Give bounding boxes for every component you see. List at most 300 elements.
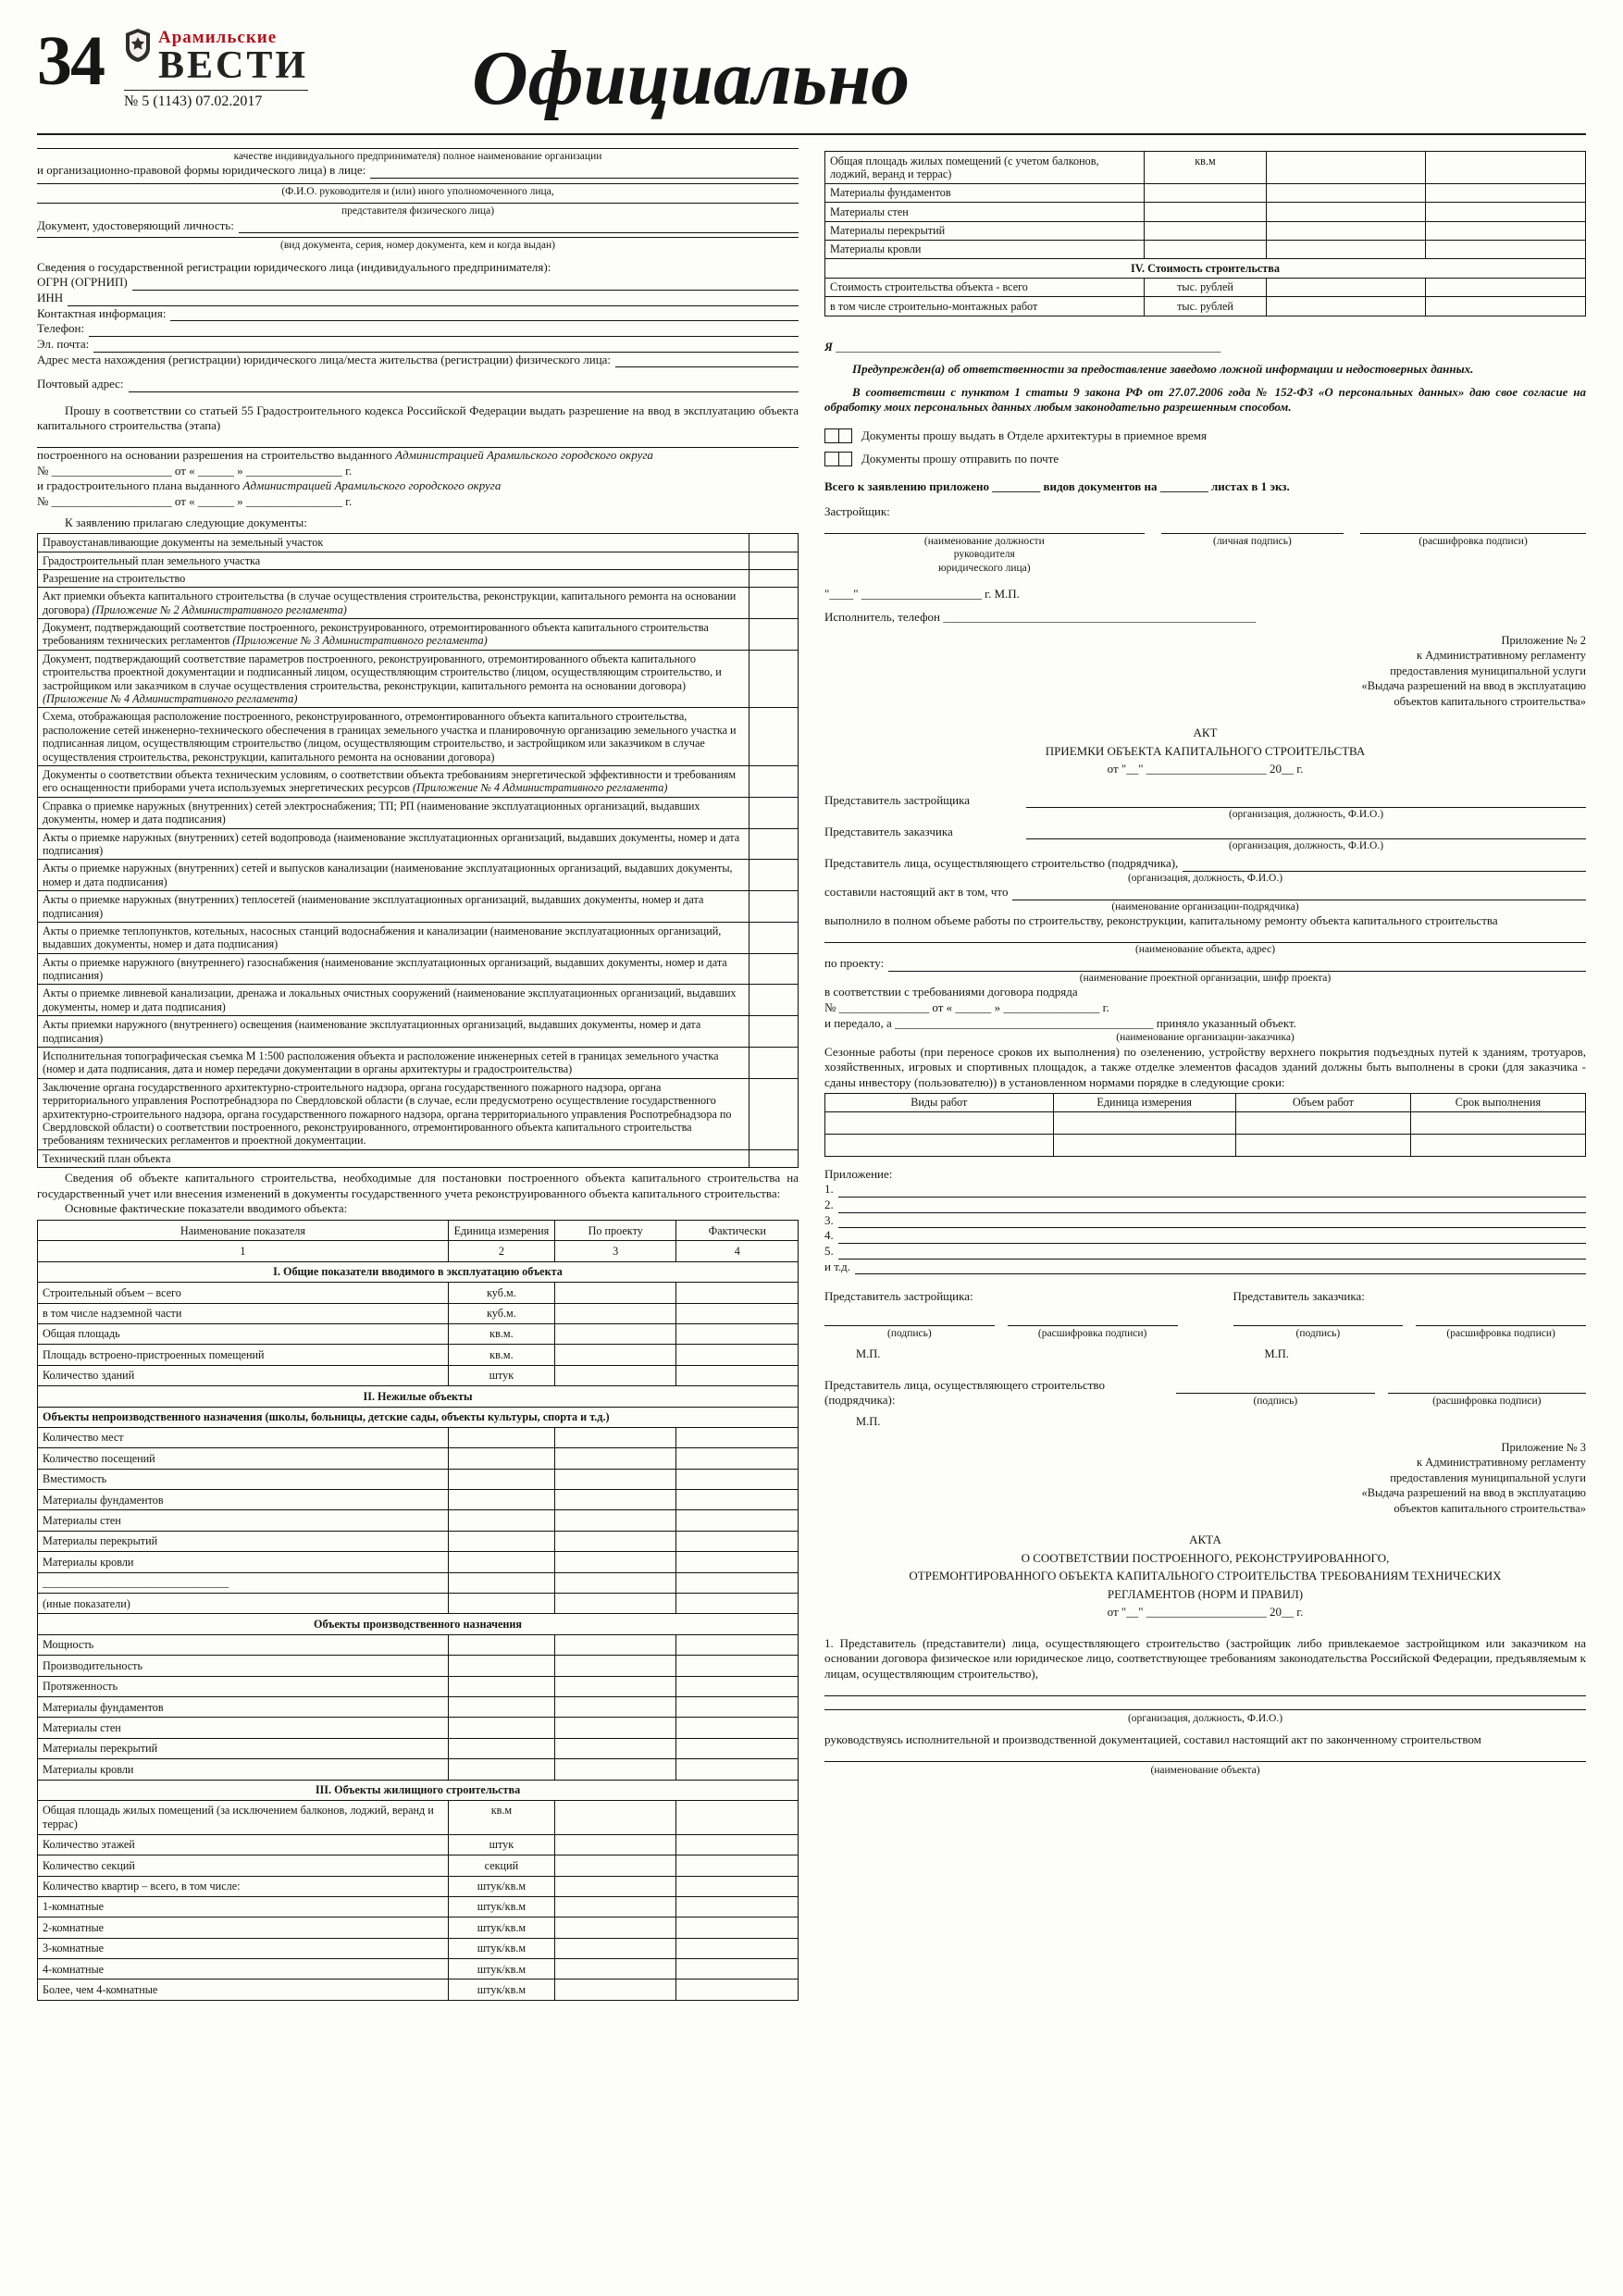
unit-cell: тыс. рублей (1145, 278, 1267, 296)
act-title (824, 724, 1586, 778)
value-cell (1426, 221, 1586, 240)
empty-cell (1053, 1134, 1235, 1156)
field-blank-line (89, 323, 799, 337)
field-label: 1. (824, 1182, 834, 1197)
form-field (824, 1228, 1586, 1244)
regulation-reference: (Приложение № 2 Административного регламента) (92, 602, 347, 616)
field-blank-line (170, 307, 799, 321)
value-cell (554, 1738, 676, 1758)
field-blank-line (888, 958, 1586, 972)
section-header-cell: I. Общие показатели вводимого в эксплуатацию объекта (38, 1261, 799, 1282)
unit-cell (448, 1697, 554, 1718)
text-span: и градостроительного плана выданного (37, 478, 243, 493)
value-cell (554, 1572, 676, 1593)
unit-cell (448, 1427, 554, 1447)
table-row (38, 1078, 799, 1149)
empty-cell (1410, 1134, 1585, 1156)
caption-line: (организация, должность, Ф.И.О.) (1127, 872, 1283, 884)
value-cell (1426, 297, 1586, 316)
form-field (37, 275, 799, 291)
caption-column: (расшифровка подписи) (1360, 533, 1586, 577)
value-cell (676, 1490, 799, 1510)
document-name-cell: Правоустанавливающие документы на земельный участок (38, 534, 750, 552)
checkbox (824, 452, 852, 466)
field-label: Эл. почта: (37, 336, 90, 351)
field-blank-line (239, 219, 799, 233)
table-row (38, 534, 799, 552)
caption-line: качестве индивидуального предпринимателя) полное наименование организации (37, 148, 799, 163)
table-row (38, 1572, 799, 1593)
value-cell (554, 1980, 676, 2000)
value-cell (554, 1876, 676, 1896)
value-cell (676, 1345, 799, 1365)
text-span: ________________________________________________________________ (836, 339, 1221, 354)
table-row (38, 1386, 799, 1407)
document-name-cell: Документ, подтверждающий соответствие построенного, реконструированного, отремонтированного объекта капитального строительства требованиям технических регламентов (Приложение № 3 Административного регламента) (38, 619, 750, 651)
field-label: Контактная информация: (37, 305, 167, 320)
text-line (37, 478, 799, 494)
value-cell (676, 1594, 799, 1614)
caption-column: (личная подпись) (1161, 533, 1344, 577)
unit-cell: штук/кв.м (448, 1938, 554, 1958)
value-cell (554, 1917, 676, 1938)
indicator-name-cell: Более, чем 4-комнатные (38, 1980, 449, 2000)
caption-row (824, 1325, 1178, 1341)
mark-cell (749, 860, 798, 891)
checkbox-label: Документы прошу отправить по почте (861, 451, 1059, 465)
mark-cell (749, 1078, 798, 1149)
checkbox (824, 428, 852, 443)
appendix-line: «Выдача разрешений на ввод в эксплуатацию (1361, 679, 1586, 693)
signature-line (1026, 795, 1586, 808)
form-field (37, 306, 799, 322)
text-line: Прошу в соответствии со статьей 55 Градостроительного кодекса Российской Федерации выдать разрешение на ввод в эксплуатацию объекта капитального строительства (этапа) (37, 403, 799, 433)
form-field (37, 377, 799, 392)
text-line: Приложение: (824, 1166, 893, 1181)
text-line: Сезонные работы (при переносе сроков их выполнения) по озеленению, устройству верхнего покрытия подъездных путей к зданиям, тротуаров, хозяйственных, игровых и спортивных площадок, а также отделке элементов фасадов зданий должны быть выполнены в сроки (для заказчика - сданы инвестору (пользователю)) в установленном нормами порядке в следующие сроки: (824, 1044, 1586, 1089)
value-cell (676, 1448, 799, 1469)
text-line: № ____________________ от « ______ » ________________ г. (37, 463, 353, 478)
value-cell (554, 1448, 676, 1469)
table-row (38, 569, 799, 587)
unit-cell: кв.м. (448, 1345, 554, 1365)
spacer (824, 319, 1586, 340)
table-row (38, 1718, 799, 1738)
spacer (37, 367, 799, 377)
spacer (824, 778, 1586, 793)
section-header-cell: IV. Стоимость строительства (825, 259, 1586, 278)
act-title-line: АКТ (1193, 726, 1218, 740)
indicator-name-cell: _________________________________ (38, 1572, 449, 1593)
unit-cell (448, 1510, 554, 1531)
value-cell (676, 1938, 799, 1958)
signature-pair (824, 1289, 1586, 1360)
header-cell: 2 (448, 1241, 554, 1261)
text-line (37, 448, 799, 464)
unit-cell: секций (448, 1855, 554, 1876)
unit-cell (448, 1469, 554, 1489)
value-cell (676, 1876, 799, 1896)
appendix-line: предоставления муниципальной услуги (1390, 1471, 1586, 1484)
value-cell (554, 1427, 676, 1447)
caption-line: (организация, должность, Ф.И.О.) (1228, 839, 1384, 851)
header-cell: Объем работ (1235, 1094, 1410, 1111)
table-row (825, 203, 1586, 221)
stamp-label: М.П. (856, 1414, 881, 1428)
indicator-name-cell: (иные показатели) (38, 1594, 449, 1614)
table-row (38, 922, 799, 953)
signer-title: Представитель лица, осуществляющего строительство (подрядчика): (824, 1377, 1105, 1408)
indicator-name-cell: Общая площадь (38, 1323, 449, 1344)
act-title (824, 1531, 1586, 1621)
mark-cell (749, 708, 798, 766)
value-cell (554, 1676, 676, 1696)
table-row (38, 1800, 799, 1834)
blank-line (824, 929, 1586, 943)
table-row (38, 1469, 799, 1489)
field-blank-line (615, 354, 799, 367)
section-header-cell: Объекты производственного назначения (38, 1614, 799, 1634)
docs-table (37, 533, 799, 1168)
signature-row (824, 1378, 1586, 1409)
table-row (38, 797, 799, 828)
table-row (38, 1283, 799, 1303)
text-line: 1. Представитель (представители) лица, осуществляющего строительство (застройщик либо привлекаемое застройщиком или заказчиком на основании договора физическое или юридическое лицо, соответствующее требованиям законодательства Российской Федерации, предъявляемым к лицам, осуществляющим строительство), (824, 1635, 1586, 1682)
indicator-name-cell: Материалы стен (38, 1718, 449, 1738)
field-label: Телефон: (37, 321, 85, 336)
mark-cell (749, 797, 798, 828)
text-line: Предупрежден(а) об ответственности за предоставление заведомо ложной информации и недостоверных данных. (852, 362, 1474, 377)
table-row (38, 891, 799, 923)
document-name-cell: Акты приемки наружного (внутреннего) освещения (наименование эксплуатационных организаций, выдавших документы, номер и дата подписания) (38, 1016, 750, 1048)
issue-info: № 5 (1143) 07.02.2017 (124, 90, 308, 110)
document-name-cell: Акты о приемке наружных (внутренних) теплосетей (наименование эксплуатационных организаций, выдавших документы, номер и дата подписания) (38, 891, 750, 923)
empty-cell (1053, 1111, 1235, 1134)
field-blank-line (93, 339, 799, 353)
value-cell (676, 1427, 799, 1447)
empty-cell (825, 1134, 1054, 1156)
mark-cell (749, 552, 798, 569)
text-line: В соответствии с пунктом 1 статьи 9 закона РФ от 27.07.2006 года № 152-ФЗ «О персональных данных» даю свое согласие на обработку моих персональных данных любым законодательно разрешенным способом. (824, 384, 1586, 415)
table-row (38, 1634, 799, 1655)
text-span: построенного на основании разрешения на строительство выданного (37, 448, 396, 462)
document-name-cell: Градостроительный план земельного участка (38, 552, 750, 569)
table-row (825, 278, 1586, 296)
form-field (37, 163, 799, 179)
field-blank-line (838, 1214, 1586, 1228)
unit-cell: штук/кв.м (448, 1959, 554, 1980)
appendix-heading (824, 633, 1586, 710)
document-name-cell: Акты о приемке наружных (внутренних) сетей и выпусков канализации (наименование эксплуатационных организаций, выдавших документы, номер и дата подписания) (38, 860, 750, 891)
caption-line: (подпись) (1176, 1393, 1374, 1409)
value-cell (554, 1345, 676, 1365)
table-row (38, 1149, 799, 1167)
document-name-cell: Схема, отображающая расположение построенного, реконструированного, отремонтированного объекта капитального строительства, расположение сетей инженерно-технического обеспечения в границах земельного участка и планировочную организацию земельного участка и подписанная лицом, осуществляющим строительство (лицом, осуществляющим строительство, и застройщиком или заказчиком в случае осуществления строительства, реконструкции, капитального ремонта на основании договора) (38, 708, 750, 766)
value-cell (676, 1469, 799, 1489)
table-row (38, 860, 799, 891)
empty-cell (825, 1111, 1054, 1134)
unit-cell (448, 1656, 554, 1676)
indicator-name-cell: Количество квартир – всего, в том числе: (38, 1876, 449, 1896)
indicators-table (37, 1220, 799, 2001)
value-cell (554, 1834, 676, 1855)
signature-block (824, 1289, 1178, 1360)
text-span: Я (824, 339, 836, 354)
field-blank-line (129, 379, 799, 392)
checkbox-option (824, 428, 1586, 444)
indicator-name-cell: Количество мест (38, 1427, 449, 1447)
unit-cell: штук/кв.м (448, 1896, 554, 1917)
document-name-cell: Документы о соответствии объекта техническим условиям, о соответствии объекта требованиям энергетической эффективности и требованиям его оснащенности приборами учета используемых энергетических ресурсов (Приложение № 4 Административного регламента) (38, 765, 750, 797)
document-name-cell: Технический план объекта (38, 1149, 750, 1167)
value-cell (554, 1896, 676, 1917)
table-row (825, 297, 1586, 316)
indicator-name-cell: 2-комнатные (38, 1917, 449, 1938)
caption-line: (наименование должности (923, 535, 1045, 547)
value-cell (1266, 278, 1426, 296)
spacer (824, 1621, 1586, 1636)
unit-cell (448, 1490, 554, 1510)
table-row (38, 1656, 799, 1676)
spacer (824, 1516, 1586, 1531)
signature-block (1233, 1289, 1587, 1360)
table-row (38, 985, 799, 1016)
value-cell (554, 1323, 676, 1344)
indicator-name-cell: Общая площадь жилых помещений (за исключением балконов, лоджий, веранд и террас) (38, 1800, 449, 1834)
field-blank-line (838, 1199, 1586, 1213)
act-title-line: от "__" ____________________ 20__ г. (1107, 762, 1304, 776)
mark-cell (749, 765, 798, 797)
works-table (824, 1093, 1586, 1156)
field-label: и организационно-правовой формы юридического лица) в лице: (37, 163, 366, 178)
stamp-label: М.П. (1264, 1347, 1289, 1360)
field-label: Адрес места нахождения (регистрации) юридического лица/места жительства (регистрации) физического лица: (37, 352, 612, 366)
table-row (38, 1048, 799, 1079)
value-cell (676, 1959, 799, 1980)
unit-cell: куб.м. (448, 1303, 554, 1323)
appendix-line: «Выдача разрешений на ввод в эксплуатацию (1361, 1486, 1586, 1500)
caption-line: (расшифровка подписи) (1008, 1325, 1178, 1341)
form-field (37, 291, 799, 306)
table-row (38, 1448, 799, 1469)
table-row (38, 765, 799, 797)
indicator-name-cell: 4-комнатные (38, 1959, 449, 1980)
unit-cell: штук/кв.м (448, 1876, 554, 1896)
value-cell (676, 1759, 799, 1780)
checkbox-label: Документы прошу выдать в Отделе архитектуры в приемное время (861, 428, 1207, 443)
unit-cell: тыс. рублей (1145, 297, 1267, 316)
brand-top: Арамильские (158, 28, 278, 47)
unit-cell (448, 1759, 554, 1780)
value-cell (554, 1697, 676, 1718)
mark-cell (749, 650, 798, 708)
spacer (37, 392, 799, 403)
unit-cell (448, 1738, 554, 1758)
indicator-name-cell: Количество посещений (38, 1448, 449, 1469)
caption-column (824, 533, 1145, 577)
indicator-name-cell: Площадь встроено-пристроенных помещений (38, 1345, 449, 1365)
field-label: по проекту: (824, 956, 885, 971)
text-span: Администрацией Арамильского городского округа (242, 478, 502, 493)
caption-line: юридического лица) (938, 563, 1031, 575)
spacer (824, 378, 1586, 385)
table-row (38, 1876, 799, 1896)
act-title-line: от "__" ____________________ 20__ г. (1107, 1605, 1304, 1620)
regulation-reference: (Приложение № 4 Административного регламента) (43, 692, 298, 706)
value-cell (554, 1510, 676, 1531)
field-blank-line (838, 1246, 1586, 1260)
unit-cell: кв.м. (448, 1323, 554, 1344)
field-label: Документ, удостоверяющий личность: (37, 217, 234, 232)
value-cell (1266, 297, 1426, 316)
field-blank-line (838, 1184, 1586, 1198)
document-name-cell: Исполнительная топографическая съемка М 1:500 расположения объекта и расположение инженерных сетей в границах земельного участка (номер и дата подписания, дата и номер передачи документации в органы архитектуры и градостроительства) (38, 1048, 750, 1079)
table-row (38, 1345, 799, 1365)
unit-cell (448, 1634, 554, 1655)
document-name-cell: Акты о приемке теплопунктов, котельных, насосных станций водоснабжения и канализации (наименование эксплуатационных организаций, выдавших документы, номер и дата подписания) (38, 922, 750, 953)
indicator-name-cell: Протяженность (38, 1676, 449, 1696)
spacer (824, 1361, 1586, 1378)
table-row (38, 1614, 799, 1634)
indicator-name-cell: Общая площадь жилых помещений (с учетом балконов, лоджий, веранд и террас) (825, 152, 1145, 184)
table-row (38, 588, 799, 619)
value-cell (676, 1697, 799, 1718)
brand-row (124, 28, 308, 85)
indicator-name-cell: Материалы кровли (38, 1759, 449, 1780)
unit-cell: кв.м (1145, 152, 1267, 184)
table-row (38, 708, 799, 766)
table-row (38, 1531, 799, 1551)
unit-cell (1145, 203, 1267, 221)
signer-title: Представитель застройщика: (824, 1289, 973, 1304)
field-label: Представитель лица, осуществляющего строительство (подрядчика), (824, 856, 1179, 871)
form-field (824, 956, 1586, 972)
table-row (825, 221, 1586, 240)
act-title-line: ПРИЕМКИ ОБЪЕКТА КАПИТАЛЬНОГО СТРОИТЕЛЬСТВА (1045, 743, 1366, 758)
field-label: 3. (824, 1212, 834, 1227)
document-name-cell: Акты о приемке ливневой канализации, дренажа и локальных очистных сооружений (наименование эксплуатационных организаций, выдавших документы, номер и дата подписания) (38, 985, 750, 1016)
value-cell (1426, 183, 1586, 202)
table-row (825, 183, 1586, 202)
value-cell (554, 1656, 676, 1676)
field-label: Представитель застройщика (824, 792, 971, 807)
text-span: и передало, а (824, 1015, 896, 1030)
newspaper-brand (124, 28, 308, 110)
field-label: 2. (824, 1198, 834, 1212)
unit-cell (448, 1531, 554, 1551)
value-cell (676, 1800, 799, 1834)
field-label: 5. (824, 1243, 834, 1258)
value-cell (1266, 152, 1426, 184)
form-field (37, 353, 799, 368)
indicator-name-cell: Материалы фундаментов (38, 1490, 449, 1510)
text-span: Администрацией Арамильского городского округа (395, 448, 653, 462)
unit-cell: штук/кв.м (448, 1917, 554, 1938)
value-cell (676, 1980, 799, 2000)
text-span: приняло указанный объект. (1153, 1015, 1296, 1030)
text-line: Всего к заявлению приложено ________ видов документов на ________ листах в 1 экз. (824, 479, 1290, 494)
mark-cell (749, 569, 798, 587)
table-row (38, 1834, 799, 1855)
header-cell: Наименование показателя (38, 1221, 449, 1241)
value-cell (676, 1676, 799, 1696)
mark-cell (749, 891, 798, 923)
table-row (38, 1365, 799, 1385)
coat-of-arms-icon (124, 28, 152, 63)
value-cell (554, 1759, 676, 1780)
value-cell (676, 1896, 799, 1917)
value-cell (554, 1552, 676, 1572)
table-row (38, 1510, 799, 1531)
value-cell (554, 1283, 676, 1303)
appendix-heading (824, 1440, 1586, 1517)
value-cell (554, 1718, 676, 1738)
text-line: руководствуясь исполнительной и производственной документацией, составил настоящий акт по законченному строительством (824, 1732, 1481, 1747)
text-line: № _______________ от « ______ » ________________ г. (824, 999, 1109, 1014)
mark-cell (749, 922, 798, 953)
indicator-name-cell: 1-комнатные (38, 1896, 449, 1917)
indicator-name-cell: Материалы кровли (38, 1552, 449, 1572)
spacer (824, 354, 1586, 362)
text-line: Сведения об объекте капитального строительства, необходимые для постановки построенного объекта капитального строительства на государственный учет или внесения изменений в документы государственного учета реконструированного объекта капитального строительства: (37, 1171, 799, 1200)
table-row (38, 1676, 799, 1696)
spacer (824, 1160, 1586, 1167)
unit-cell (448, 1552, 554, 1572)
field-label: Почтовый адрес: (37, 377, 124, 391)
appendix-line: объектов капитального строительства» (1394, 694, 1586, 708)
indicator-name-cell: Материалы перекрытий (38, 1738, 449, 1758)
caption-line: (наименование объекта, адрес) (1134, 943, 1276, 955)
text-line: Застройщик: (824, 503, 890, 518)
value-cell (554, 1531, 676, 1551)
unit-cell (1145, 221, 1267, 240)
table-row (38, 1759, 799, 1780)
document-name-cell: Заключение органа государственного архитектурно-строительного надзора, органа государственного пожарного надзора, органа территориального управления Роспотребнадзора по Свердловской области (в случае, если предусмотрено осуществление государственного архитектурно-строительного надзора, органа государственного пожарного надзора, органа территориального управления Роспотребнадзора по Свердловской области) о соответствии построенного, реконструированного, отремонтированного объекта капитального строительства требованиям технических регламентов и проектной документации. (38, 1078, 750, 1149)
table-row (38, 1896, 799, 1917)
form-field (824, 856, 1586, 872)
caption-line: (наименование проектной организации, шифр проекта) (1079, 972, 1332, 984)
section-header-cell: Объекты непроизводственного назначения (школы, больницы, детские сады, объекты культуры, спорта и т.д.) (38, 1407, 799, 1427)
table-row (38, 1959, 799, 1980)
section-header-cell: III. Объекты жилищного строительства (38, 1780, 799, 1800)
caption-line: (наименование организации-подрядчика) (1111, 900, 1299, 912)
indicator-name-cell: Количество секций (38, 1855, 449, 1876)
table-row (38, 1323, 799, 1344)
blank-line (824, 1748, 1586, 1762)
appendix-line: к Административному регламенту (1416, 1456, 1586, 1470)
field-label: ИНН (37, 291, 64, 304)
signer-title: Представитель заказчика: (1233, 1289, 1365, 1304)
mark-cell (749, 953, 798, 985)
text-line: выполнило в полном объеме работы по строительству, реконструкции, капитальному ремонту объекта капитального строительства (824, 913, 1498, 928)
form-field (37, 321, 799, 337)
unit-cell (448, 1448, 554, 1469)
table-row (38, 619, 799, 651)
form-field (37, 337, 799, 353)
appendix-line: предоставления муниципальной услуги (1390, 664, 1586, 677)
signature-block (824, 1378, 1586, 1429)
form-field (824, 1244, 1586, 1260)
table-row (38, 650, 799, 708)
field-blank-line (132, 277, 799, 291)
signature-area (1026, 793, 1586, 821)
value-cell (554, 1365, 676, 1385)
value-cell (676, 1303, 799, 1323)
value-cell (554, 1800, 676, 1834)
signature-area (1026, 825, 1586, 852)
value-cell (676, 1552, 799, 1572)
value-cell (1266, 203, 1426, 221)
